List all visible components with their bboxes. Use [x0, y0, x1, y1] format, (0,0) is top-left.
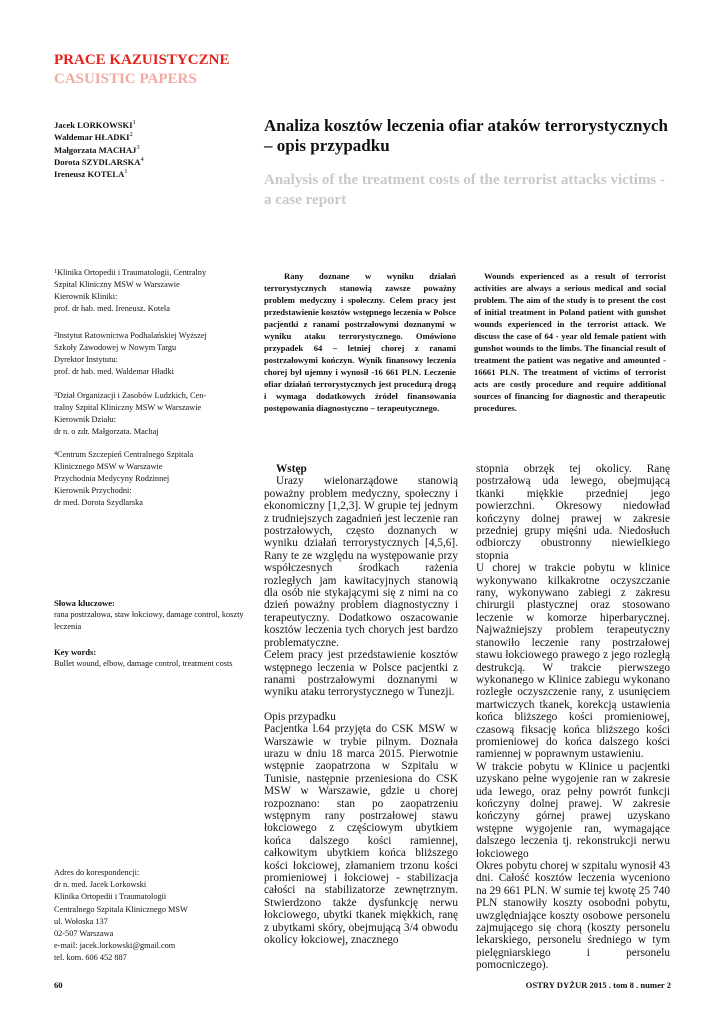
abstract-pl: Rany doznane w wyniku działań terrorystycznych stanowią zawsze poważny problem medyczny i społeczny. Celem pracy jest przedstawienie kosztów wstępnego leczenia w Polsce pacjentki z ranami postrzałowymi doznanymi w wyniku ataku terrorystycznego. Omówiono przypadek 64 – letniej chorej z ranami postrzałowymi kończyn. Wynik finansowy leczenia chorej był ujemny i wynosił -16 661 PLN. Leczenie ofiar działań terrorystycznych jest procedurą drogą i wymaga dodatkowych źródeł finansowania postępowania diagnostyczno – terapeutycznego.: [264, 271, 456, 413]
author: Jacek LORKOWSKI$^1$: [54, 119, 136, 130]
paragraph: Urazy wielonarządowe stanowią poważny problem medyczny, społeczny i ekonomiczny [1,2,3]. W grupie tej jednym z trudniejszych zagadnień jest leczenie ran postrzałowych, często doznanych w wyniku działań terrorystycznych [4,5,6]. Rany te ze względu na występowanie przy współczesnych środkach rażenia rozległych jam kawitacyjnych stanowią dla osób nie stykającymi się z nimi na co dzień poważny problem diagnostyczny i terapeutyczny. Dodatkowo oszacowanie kosztów leczenia tych chorych jest bardzo problematyczne.: [264, 475, 458, 649]
body-column-left: [264, 463, 458, 946]
article-title-en: Analysis of the treatment costs of the terrorist attacks victims - a case report: [264, 172, 666, 208]
journal-footer: OSTRY DYŻUR 2015 . tom 8 . numer 2: [525, 980, 671, 990]
author: Małgorzata MACHAJ$^3$: [54, 143, 140, 155]
author-list: [54, 119, 249, 180]
keywords-pl: Słowa kluczowe: rana postrzałowa, staw łokciowy, damage control, koszty leczenia: [54, 598, 244, 631]
abstract-en: Wounds experienced as a result of terrorist activities are always a serious medical and social problem. The aim of the study is to present the cost of initial treatment in Poland patient with gunshot wounds experienced in the terrorist attack. We discuss the case of 64 - year old female patient with gunshot wounds to the limbs. The financial result of treatment the patient was negative and amounted - 16661 PLN. The treatment of victims of terrorist acts are costly procedure and require additional sources of financing for diagnostic and therapeutic procedures.: [474, 271, 666, 413]
body-column-right: [476, 463, 670, 972]
paragraph: U chorej w trakcie pobytu w klinice wykonywano kilkakrotne oczyszczanie rany, wykonywano zabiegi z zakresu chirurgii plastycznej oraz stosowano leczenie w komorze hiperbarycznej. Najważniejszy problem terapeutyczny stanowiło leczenie rany postrzałowej stawu łokciowego prawego z jego rozległą destrukcją. W trakcie pierwszego wykonanego w Klinice zabiegu wykonano rozległe oczyszczenie rany, z usunięciem martwiczych tkanek, korekcją ustawienia końca bliższego kości promieniowej, czasową fiksację końca bliższego kości promieniowej do końca dalszego kości ramiennej w poprawnym ustawieniu.: [476, 562, 670, 761]
author: Dorota SZYDLARSKA$^4$: [54, 155, 144, 167]
affiliation: $^4$Centrum Szczepień Centralnego Szpitala Klinicznego MSW w Warszawie Przychodnia Medycyny Rodzinnej Kierownik Przychodni: dr med. Dorota Szydlarska: [54, 450, 194, 507]
paragraph: Pacjentka l.64 przyjęta do CSK MSW w Warszawie w trybie pilnym. Doznała urazu w dniu 18 marca 2015. Pierwotnie wstępnie zaopatrzona w Szpitalu w Tunisie, następnie przeniesiona do CSK MSW w Warszawie, gdzie u chorej rozpoznano: stan po zaopatrzeniu wstępnym rany postrzałowej stawu łokciowego z częściowym ubytkiem końca dalszego kości ramiennej, całkowitym ubytkiem końca bliższego kości łokciowej, złamaniem trzonu kości promieniowej i łokciowej - stabilizacja całości na stabilizatorze zewnętrznym. Stwierdzono także dysfunkcję nerwu łokciowego, ubytki tkanek miękkich, ranę z ubytkami skóry, obejmującą 3/4 obwodu okolicy łokciowej, znacznego: [264, 723, 458, 947]
section-title-en: CASUISTIC PAPERS: [54, 71, 197, 87]
author: Waldemar HŁADKI$^2$: [54, 131, 133, 143]
article-title-pl: Analiza kosztów leczenia ofiar ataków terrorystycznych – opis przypadku: [264, 116, 668, 155]
paragraph: W trakcie pobytu w Klinice u pacjentki uzyskano pełne wygojenie ran w zakresie uda lewego, oraz pełny powrót funkcji kończyny dolnej prawej. W zakresie kończyny górnej prawej uzyskano wstępne wygojenie ran, wymagające dalszego leczenia tj. rekonstrukcji nerwu łokciowego: [476, 760, 670, 860]
correspondence-address: Adres do korespondencji: dr n. med. Jacek Lorkowski Klinika Ortopedii i Traumatologii Centralnego Szpitala Klinicznego MSW ul. Wołoska 137 02-507 Warszawa e-mail: jacek.lorkowski@gmail.com tel. kom. 606 452 887: [54, 868, 188, 963]
paragraph: Celem pracy jest przedstawienie kosztów wstępnego leczenia w Polsce pacjentki z ranami postrzałowymi doznanymi w wyniku ataku terrorystycznego w Tunezji.: [264, 649, 458, 699]
affiliation: $^1$Klinika Ortopedii i Traumatologii, Centralny Szpital Kliniczny MSW w Warszawie Kierownik Kliniki: prof. dr hab. med. Ireneusz. Kotela: [54, 268, 207, 313]
subheading: Opis przypadku: [264, 710, 336, 723]
keywords-en: Key words: Bullet wound, elbow, damage control, treatment costs: [54, 647, 233, 668]
page-number: 60: [54, 980, 63, 990]
affiliation: $^2$Instytut Ratownictwa Podhalańskiej Wyższej Szkoły Zawodowej w Nowym Targu Dyrektor Instytutu: prof. dr hab. med. Waldemar Hładki: [54, 331, 207, 376]
author: Ireneusz KOTELA$^1$: [54, 168, 128, 180]
paragraph: Okres pobytu chorej w szpitalu wynosił 43 dni. Całość kosztów leczenia wyceniono na 29 661 PLN. W sumie tej kwotę 25 740 PLN stanowiły koszty osobodni pobytu, uwzględniające koszty osobowe personelu zajmującego się chorą (koszty personelu lekarskiego, personelu średniego w tym pielęgniarskiego i personelu pomocniczego).: [476, 860, 670, 972]
section-title-pl: PRACE KAZUISTYCZNE: [54, 52, 230, 68]
paragraph: stopnia obrzęk tej okolicy. Ranę postrzałową uda lewego, obejmującą tkanki miękkie przedniej jego powierzchni. Okresowy niedowład kończyny dolnej prawej w zakresie przedniej grupy mięśni uda. Niedosłuch odbiorczy obustronny niewielkiego stopnia: [476, 463, 670, 562]
section-heading: Wstęp: [276, 463, 307, 475]
affiliation: $^3$Dział Organizacji i Zasobów Ludzkich, Cen- tralny Szpital Kliniczny MSW w Warszawie Kierownik Działu: dr n. o zdr. Małgorzata. Machaj: [54, 391, 207, 436]
